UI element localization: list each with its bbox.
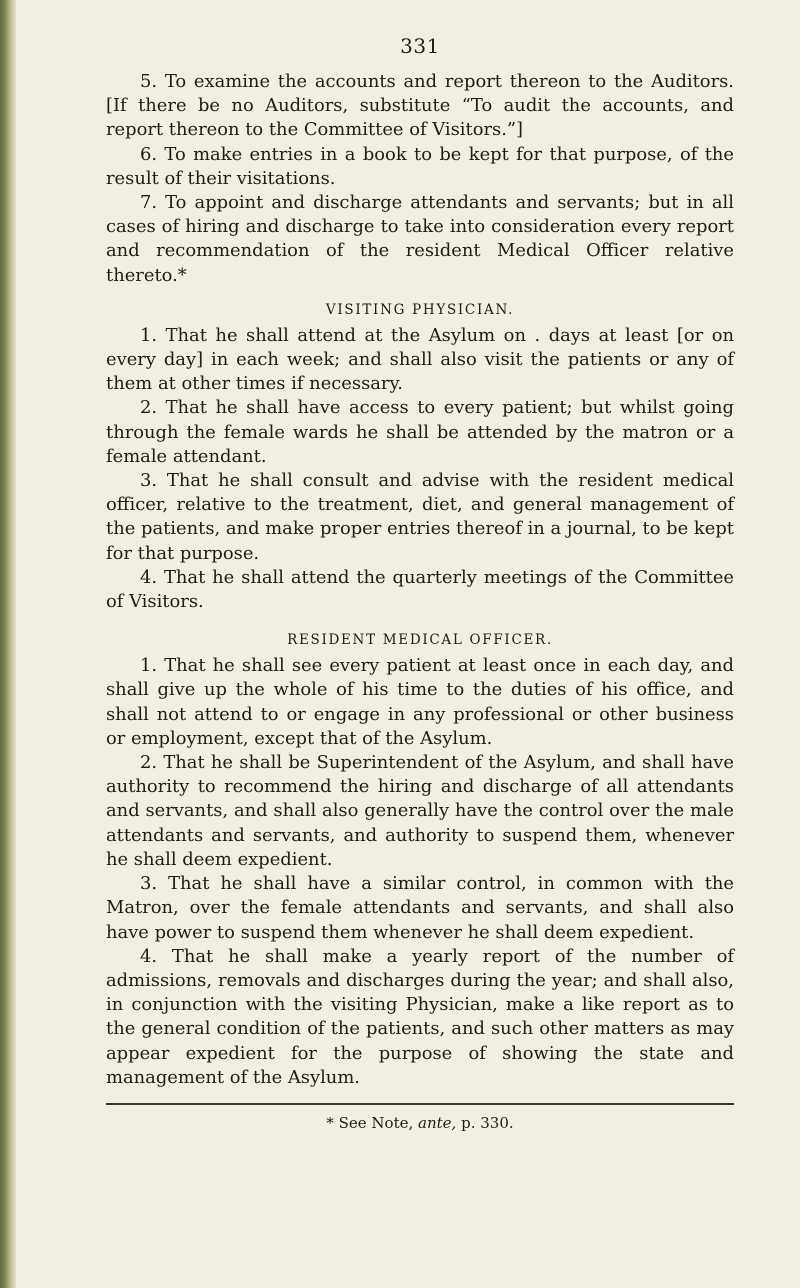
visiting-physician-rule-3: 3. That he shall consult and advise with the resident medical officer, relative to the treatment, diet, and general management of the patients, and make proper entries thereof in a journal, to be kept for that purpose. [106, 470, 734, 564]
book-page [106, 34, 734, 1133]
resident-medical-officer-heading: RESIDENT MEDICAL OFFICER. [287, 632, 553, 649]
resident-officer-rule-2: 2. That he shall be Superintendent of the Asylum, and shall have authority to recommend the hiring and discharge of all attendants and servants, and shall also generally have the control over the male attendants and servants, and authority to suspend them, whenever he shall deem expedient. [106, 752, 734, 870]
visiting-physician-rule-2: 2. That he shall have access to every patient; but whilst going through the female wards he shall be attended by the matron or a female attendant. [106, 397, 734, 467]
resident-officer-rule-1: 1. That he shall see every patient at least once in each day, and shall give up the whole of his time to the duties of his office, and shall not attend to or engage in any professional or other business or employment, except that of the Asylum. [106, 655, 734, 749]
committee-duty-5: 5. To examine the accounts and report thereon to the Auditors. [If there be no Auditors, substitute “To audit the accounts, and report thereon to the Committee of Visitors.”] [106, 71, 734, 141]
footnote-italic: ante, [418, 1113, 457, 1132]
committee-duty-6: 6. To make entries in a book to be kept for that purpose, of the result of their visitations. [106, 143, 734, 189]
footnote-suffix: p. 330. [461, 1113, 514, 1132]
footnote [106, 1113, 734, 1133]
committee-duty-7: 7. To appoint and discharge attendants and servants; but in all cases of hiring and discharge to take into consideration every report and recommendation of the resident Medical Officer relative thereto.* [106, 192, 734, 286]
visiting-physician-rule-4: 4. That he shall attend the quarterly meetings of the Committee of Visitors. [106, 566, 734, 613]
visiting-physician-heading: VISITING PHYSICIAN. [325, 301, 515, 318]
binding-edge [0, 0, 16, 1288]
resident-officer-rule-4: 4. That he shall make a yearly report of the number of admissions, removals and discharges during the year; and shall also, in conjunction with the visiting Physician, make a like report as to the general condition of the patients, and such other matters as may appear expedient for the purpose of showing the state and management of the Asylum. [106, 945, 734, 1088]
visiting-physician-rule-1: 1. That he shall attend at the Asylum on . days at least [or on every day] in each week; and shall also visit the patients or any of them at other times if necessary. [106, 324, 734, 395]
resident-officer-rule-3: 3. That he shall have a similar control, in common with the Matron, over the female attendants and servants, and shall also have power to suspend them whenever he shall deem expedient. [106, 873, 734, 943]
footnote-prefix: * See Note, [326, 1113, 414, 1132]
page-number: 331 [400, 34, 440, 58]
footnote-rule [106, 1103, 734, 1105]
